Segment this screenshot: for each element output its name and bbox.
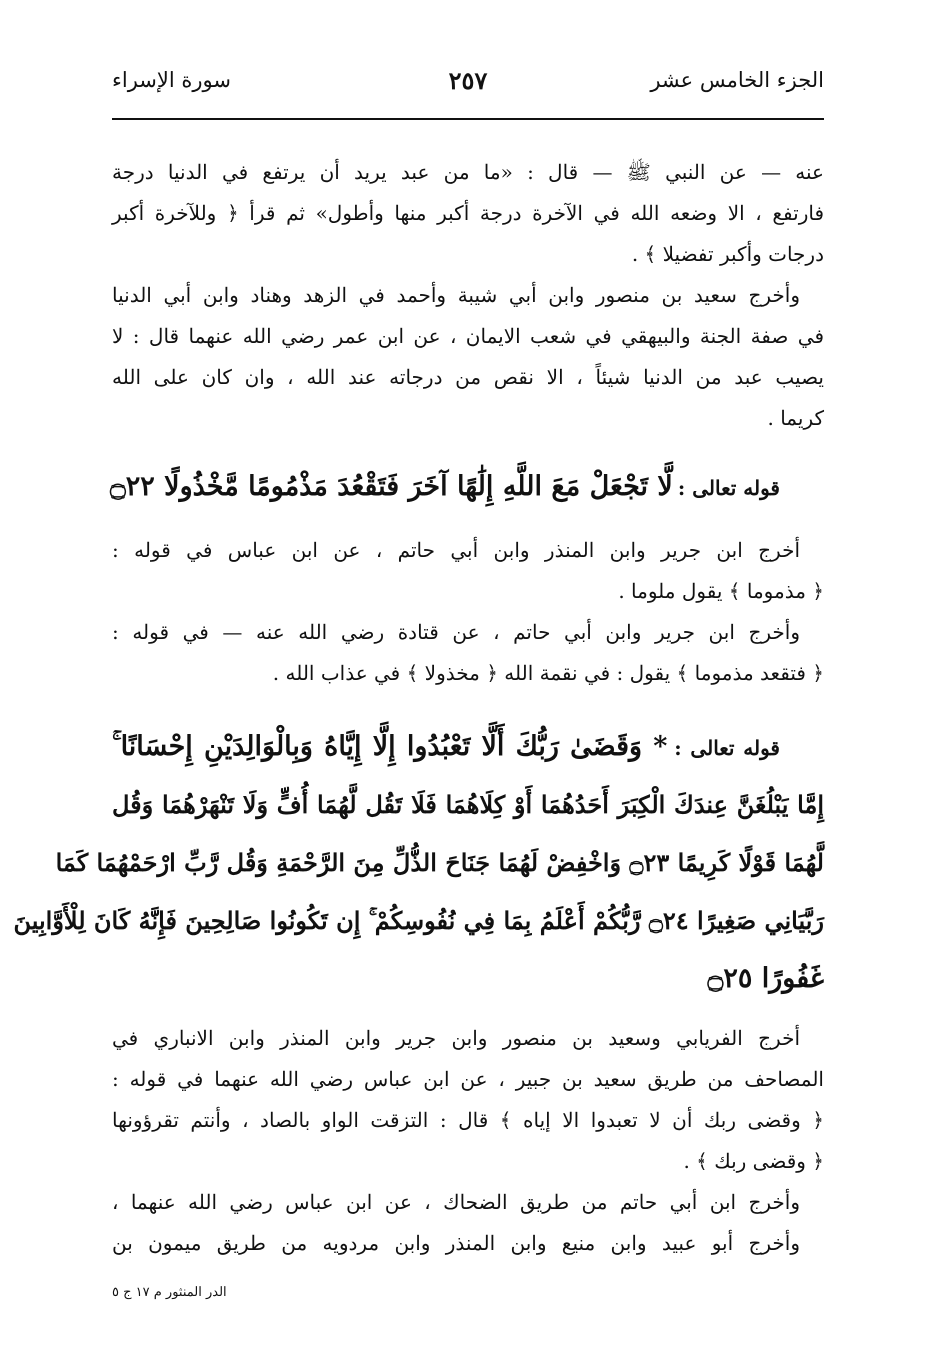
text-line: وأخرج سعيد بن منصور وابن أبي شيبة وأحمد في الزهد وهناد وابن أبي الدنيا [112, 283, 800, 307]
text-line: في صفة الجنة والبيهقي في شعب الايمان ، عن ابن عمر رضي الله عنهما قال : لا [112, 324, 824, 348]
text-line: وأخرج ابن أبي حاتم من طريق الضحاك ، عن ابن عباس رضي الله عنهما ، [112, 1190, 800, 1214]
verse-intro: قوله تعالى : [677, 476, 780, 500]
text-line: ﴿ وقضى ربك ﴾ . [683, 1149, 824, 1173]
footnote-signature: الدر المنثور م ١٧ ج ٥ [112, 1285, 227, 1300]
text-line: درجات وأكبر تفضيلا ﴾ . [631, 242, 824, 266]
surah-title: سورة الإسراء [112, 68, 231, 92]
text-line: فارتفع ، الا وضعه الله في الآخرة درجة أكبر منها وأطول» ثم قرأ ﴿ وللآخرة أكبر [112, 201, 825, 225]
commentary-block-3 [112, 1018, 824, 1264]
text-line: يصيب عبد من الدنيا شيئاً ، الا نقص من درجاته عند الله ، وان كان على الله [112, 365, 824, 389]
running-header [112, 60, 824, 106]
text-line: كريما . [767, 406, 824, 430]
text-line: أخرج الفريابي وسعيد بن منصور وابن جرير وابن المنذر وابن الانباري في [112, 1026, 800, 1050]
text-line: أخرج ابن جرير وابن المنذر وابن أبي حاتم ، عن ابن عباس في قوله : [112, 538, 800, 562]
quran-verse-2 [13, 718, 824, 1008]
commentary-block-1 [112, 152, 824, 439]
text-line: وأخرج ابن جرير وابن أبي حاتم ، عن قتادة رضي الله عنه — في قوله : [112, 620, 800, 644]
page-number: ٢٥٧ [448, 66, 488, 95]
text-line: المصاحف من طريق سعيد بن جبير ، عن ابن عباس رضي الله عنهما في قوله : [112, 1067, 824, 1091]
text-line: ﴿ مذموما ﴾ يقول ملوما . [618, 579, 824, 603]
text-line: ﴿ وقضى ربك أن لا تعبدوا الا إياه ﴾ قال : التزقت الواو بالصاد ، وأنتم تقرؤونها [112, 1108, 824, 1132]
ayah-text: رَبَّيَانِي صَغِيرًا ۝٢٤ رَّبُّكُمْ أَعْلَمُ بِمَا فِي نُفُوسِكُمْ ۚ إِن تَكُونُوا صَالِحِينَ فَإِنَّهُ كَانَ لِلْأَوَّابِينَ [13, 906, 824, 935]
ayah-text: لَّا تَجْعَلْ مَعَ اللَّهِ إِلَٰهًا آخَرَ فَتَقْعُدَ مَذْمُومًا مَّخْذُولًا ۝٢٢ [109, 471, 673, 502]
ayah-text: لَّهُمَا قَوْلًا كَرِيمًا ۝٢٣ وَاخْفِضْ لَهُمَا جَنَاحَ الذُّلِّ مِنَ الرَّحْمَةِ وَقُل رَّبِّ ارْحَمْهُمَا كَمَا [55, 848, 824, 877]
ayah-text: إِمَّا يَبْلُغَنَّ عِندَكَ الْكِبَرَ أَحَدُهُمَا أَوْ كِلَاهُمَا فَلَا تَقُل لَّهُمَا أُفٍّ وَلَا تَنْهَرْهُمَا وَقُل [112, 790, 824, 819]
header-rule [112, 118, 824, 120]
quran-verse-1 [109, 458, 824, 516]
page [13, 60, 825, 1300]
juz-title: الجزء الخامس عشر [650, 68, 824, 92]
commentary-block-2 [112, 530, 824, 694]
ayah-text: * وَقَضَىٰ رَبُّكَ أَلَّا تَعْبُدُوا إِلَّا إِيَّاهُ وَبِالْوَالِدَيْنِ إِحْسَانًا ۚ [112, 731, 668, 762]
text-line: عنه — عن النبي ﷺ — قال : «ما من عبد يريد أن يرتفع في الدنيا درجة [112, 160, 824, 184]
ayah-text: غَفُورًا ۝٢٥ [707, 963, 824, 994]
verse-intro: قوله تعالى : [674, 736, 780, 760]
text-line: وأخرج أبو عبيد وابن منيع وابن المنذر وابن مردويه من طريق ميمون بن [112, 1231, 800, 1255]
text-line: ﴿ فتقعد مذموما ﴾ يقول : في نقمة الله ﴿ مخذولا ﴾ في عذاب الله . [272, 661, 824, 685]
